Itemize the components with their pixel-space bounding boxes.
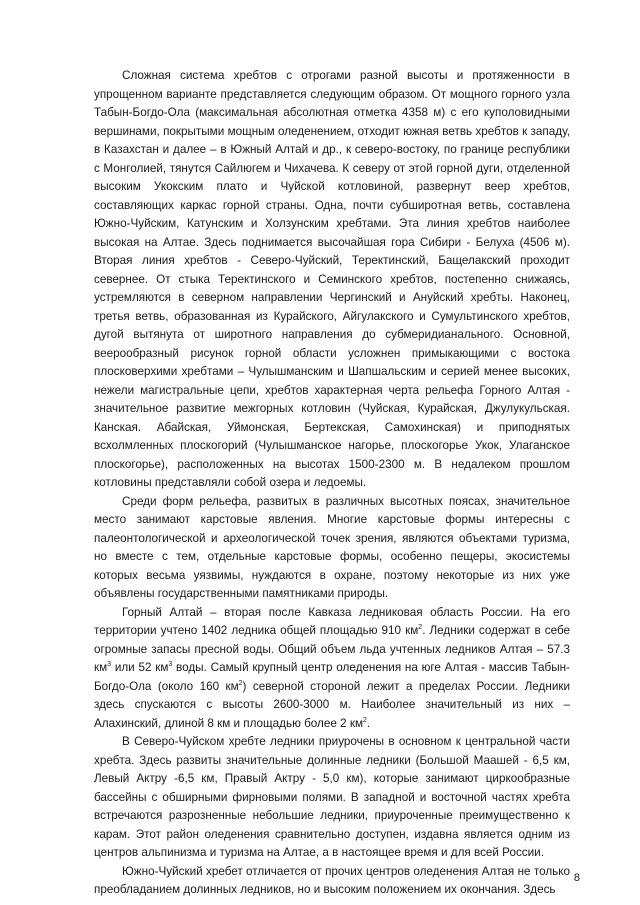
paragraph [94, 493, 570, 604]
paragraph-text: В Северо-Чуйском хребте ледники приурочены в основном к центральной части хребта. Здесь развиты значительные долинные ледники (Большой Маашей - 6,5 км, Левый Актру -6,5 км, Правый Актру - 5,0 км), которые занимают циркообразные бассейны с обширными фирновыми полями. В западной и восточной частях хребта встречаются разрозненные небольшие ледники, приуроченные преимущественно к карам. Этот район оледенения сравнительно доступен, издавна является одним из центров альпинизма и туризма на Алтае, а в настоящее время и для всей России. [94, 735, 570, 859]
paragraph-text: ) северной стороной лежит а пределах России. Ледники здесь спускаются с высоты 2600-3000 м. Наиболее значительный из них – Алахинский, длиной 8 км и площадью более 2 км [94, 679, 570, 730]
paragraph-text: Сложная система хребтов с отрогами разной высоты и протяженности в упрощенном варианте представляется следующим образом. От мощного горного узла Табын-Богдо-Ола (максимальная абсолютная отметка 4358 м) с его куполовидными вершинами, покрытыми мощным оледенением, отходит южная ветвь хребтов к западу, в Казахстан и далее – в Южный Алтай и др., к северо-востоку, по границе республики с Монголией, тянутся Сайлюгем и Чихачева. К северу от этой горной дуги, отделенной высоким Укокским плато и Чуйской котловиной, развернут веер хребтов, составляющих каркас горной страны. Одна, почти субширотная ветвь, составлена Южно-Чуйским, Катунским и Холзунским хребтами. Эта линия хребтов наиболее высокая на Алтае. Здесь поднимается высочайшая гора Сибири - Белуха (4506 м). Вторая линия хребтов - Северо-Чуйский, Теректинский, Бащелакский проходит севернее. От стыка Теректинского и Семинского хребтов, постепенно снижаясь, устремляются в северном направлении Чергинский и Ануйский хребты. Наконец, третья ветвь, образованная из Курайского, Айгулакского и Сумультинского хребтов, дугой вытянута от широтного направления до субмеридианального. Основной, веерообразный рисунок горной области усложнен примыкающими с востока плосковерхими хребтами – Чулышманским и Шапшальским и серией менее высоких, нежели магистральные цепи, хребтов характерная черта рельефа Горного Алтая - значительное развитие межгорных котловин (Чуйская, Курайская, Джулукульская. Канская. Абайская, Уймонская, Бертекская, Самохинская) и приподнятых всхолмленных плоскогорий (Чулышманское нагорье, плоскогорье Укок, Улаганское плоскогорье), расположенных на высотах 1500-2300 м. В недалеком прошлом котловины представляли собой озера и ледоемы. [94, 69, 570, 489]
paragraph-text: . Ледники содержат в себе огромные запасы пресной воды. Общий объем льда учтенных ледников Алтая – 57.3 км [94, 624, 571, 674]
superscript-unit: 3 [107, 661, 112, 669]
text-body [94, 67, 570, 900]
paragraph-text: или 52 км [111, 661, 169, 674]
paragraph-text: воды. Самый крупный центр оледенения на юге Алтая - массив Табын-Богдо-Ола (около 160 км [94, 661, 570, 693]
paragraph-text: Горный Алтай – вторая после Кавказа ледниковая область России. На его территории учтено 1402 ледника общей площадью 910 км [94, 605, 570, 637]
paragraph [94, 733, 570, 863]
paragraph [94, 863, 570, 900]
superscript-unit: 2 [362, 716, 367, 724]
superscript-unit: 3 [168, 661, 173, 669]
superscript-unit: 2 [418, 624, 423, 632]
paragraph [94, 604, 570, 734]
page-number: 8 [573, 872, 580, 884]
paragraph [94, 67, 570, 493]
paragraph-text: Южно-Чуйский хребет отличается от прочих центров оледенения Алтая не только преобладанием долинных ледников, но и высоким положением их окончания. Здесь [94, 864, 570, 896]
paragraph-text: . [366, 716, 371, 730]
paragraph-text: Среди форм рельефа, развитых в различных высотных поясах, значительное место занимают карстовые явления. Многие карстовые формы интересны с палеонтологической и археологической точек зрения, являются объектами туризма, но вместе с тем, отдельные карстовые формы, особенно пещеры, экосистемы которых весьма уязвимы, нуждаются в охране, поэтому некоторые из них уже объявлены государственными памятниками природы. [94, 494, 570, 600]
superscript-unit: 2 [238, 679, 243, 687]
